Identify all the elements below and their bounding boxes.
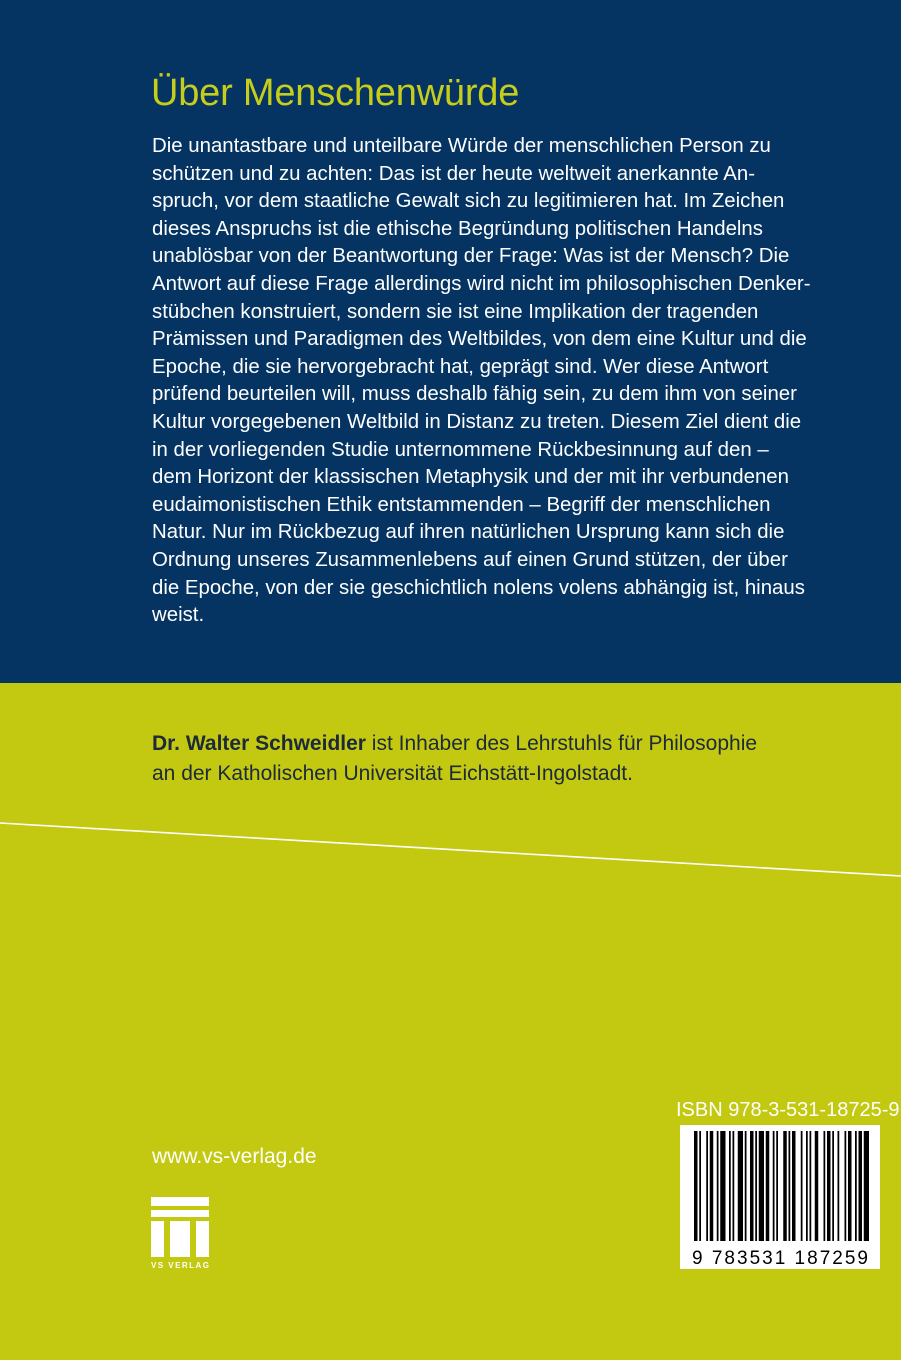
blurb-line: Natur. Nur im Rückbezug auf ihren natürlichen Ursprung kann sich die <box>152 521 785 544</box>
logo-mark <box>151 1197 211 1270</box>
blurb-line: eudaimonistischen Ethik entstammenden – Begriff der menschlichen <box>152 493 771 516</box>
blurb-line: Antwort auf diese Frage allerdings wird nicht im philosophischen Denker- <box>152 272 811 295</box>
barcode-bar <box>845 1131 847 1241</box>
barcode-bar <box>717 1131 719 1241</box>
barcode-bar <box>801 1131 803 1241</box>
barcode-bar <box>776 1131 778 1241</box>
blurb-text <box>152 133 897 630</box>
blurb-line: unablösbar von der Beantwortung der Frage: Was ist der Mensch? Die <box>152 245 790 268</box>
barcode-bar <box>864 1131 869 1241</box>
publisher-website[interactable]: www.vs-verlag.de <box>152 1145 317 1168</box>
blurb-line: dem Horizont der klassischen Metaphysik und der mit ihr verbundenen <box>152 466 789 489</box>
barcode-digits: 9 783531 187259 <box>692 1248 868 1269</box>
blurb-line: in der vorliegenden Studie unternommene Rückbesinnung auf den – <box>152 438 769 461</box>
barcode-bar <box>783 1131 787 1241</box>
barcode-bar <box>710 1131 714 1241</box>
barcode-bar <box>694 1131 698 1241</box>
barcode-bar <box>838 1131 840 1241</box>
blurb-line: schützen und zu achten: Das ist der heute weltweit anerkannte An- <box>152 162 756 185</box>
barcode-bar <box>806 1131 808 1241</box>
barcode-bar <box>699 1131 701 1241</box>
author-bio <box>152 729 892 789</box>
barcode-bar <box>855 1131 857 1241</box>
barcode-bar <box>827 1131 831 1241</box>
blurb-line: die Epoche, von der sie geschichtlich nolens volens abhängig ist, hinaus <box>152 576 805 599</box>
barcode-bar <box>745 1131 747 1241</box>
blurb-line: weist. <box>152 604 205 627</box>
barcode-bar <box>733 1131 735 1241</box>
barcode-bar <box>815 1131 819 1241</box>
barcode-bar <box>750 1131 754 1241</box>
author-bio-line2: an der Katholischen Universität Eichstätt-Ingolstadt. <box>152 762 633 785</box>
barcode-bar <box>766 1131 770 1241</box>
barcode-bar <box>759 1131 764 1241</box>
vs-verlag-logo-icon <box>151 1197 211 1270</box>
barcode-bar <box>706 1131 708 1241</box>
author-bio-line1: ist Inhaber des Lehrstuhls für Philosophie <box>365 732 758 755</box>
logo-label: VS VERLAG <box>151 1261 209 1270</box>
blurb-line: stübchen konstruiert, sondern sie ist eine Implikation der tragenden <box>152 300 759 323</box>
blurb-line: Epoche, die sie hervorgebracht hat, geprägt sind. Wer diese Antwort <box>152 355 769 378</box>
blurb-line: Die unantastbare und unteilbare Würde der menschlichen Person zu <box>152 135 771 157</box>
barcode-graphic <box>680 1125 880 1269</box>
blurb-line: spruch, vor dem staatliche Gewalt sich zu legitimieren hat. Im Zeichen <box>152 190 785 213</box>
barcode-bar <box>859 1131 863 1241</box>
barcode-bars <box>694 1131 869 1241</box>
blurb-line: Kultur vorgegebenen Weltbild in Distanz zu treten. Diesem Ziel dient die <box>152 410 802 433</box>
barcode-bar <box>848 1131 852 1241</box>
blurb-line: Prämissen und Paradigmen des Weltbildes, von dem eine Kultur und die <box>152 328 807 351</box>
barcode-bar <box>789 1131 791 1241</box>
blurb-line: dieses Anspruchs ist die ethische Begründung politischen Handelns <box>152 217 763 240</box>
blurb-line: Ordnung unseres Zusammenlebens auf einen Grund stützen, der über <box>152 548 788 571</box>
book-title: Über Menschenwürde <box>151 72 520 114</box>
barcode-bar <box>729 1131 731 1241</box>
barcode-bar <box>810 1131 812 1241</box>
barcode-bar <box>755 1131 757 1241</box>
blurb-line: prüfend beurteilen will, muss deshalb fähig sein, zu dem ihm von seiner <box>152 383 797 406</box>
barcode-bar <box>832 1131 834 1241</box>
isbn-label: ISBN 978-3-531-18725-9 <box>676 1099 900 1121</box>
barcode-bar <box>792 1131 796 1241</box>
barcode <box>680 1125 880 1269</box>
author-name: Dr. Walter Schweidler <box>152 732 366 755</box>
barcode-bar <box>824 1131 826 1241</box>
barcode-bar <box>773 1131 775 1241</box>
barcode-bar <box>738 1131 743 1241</box>
barcode-bar <box>720 1131 725 1241</box>
